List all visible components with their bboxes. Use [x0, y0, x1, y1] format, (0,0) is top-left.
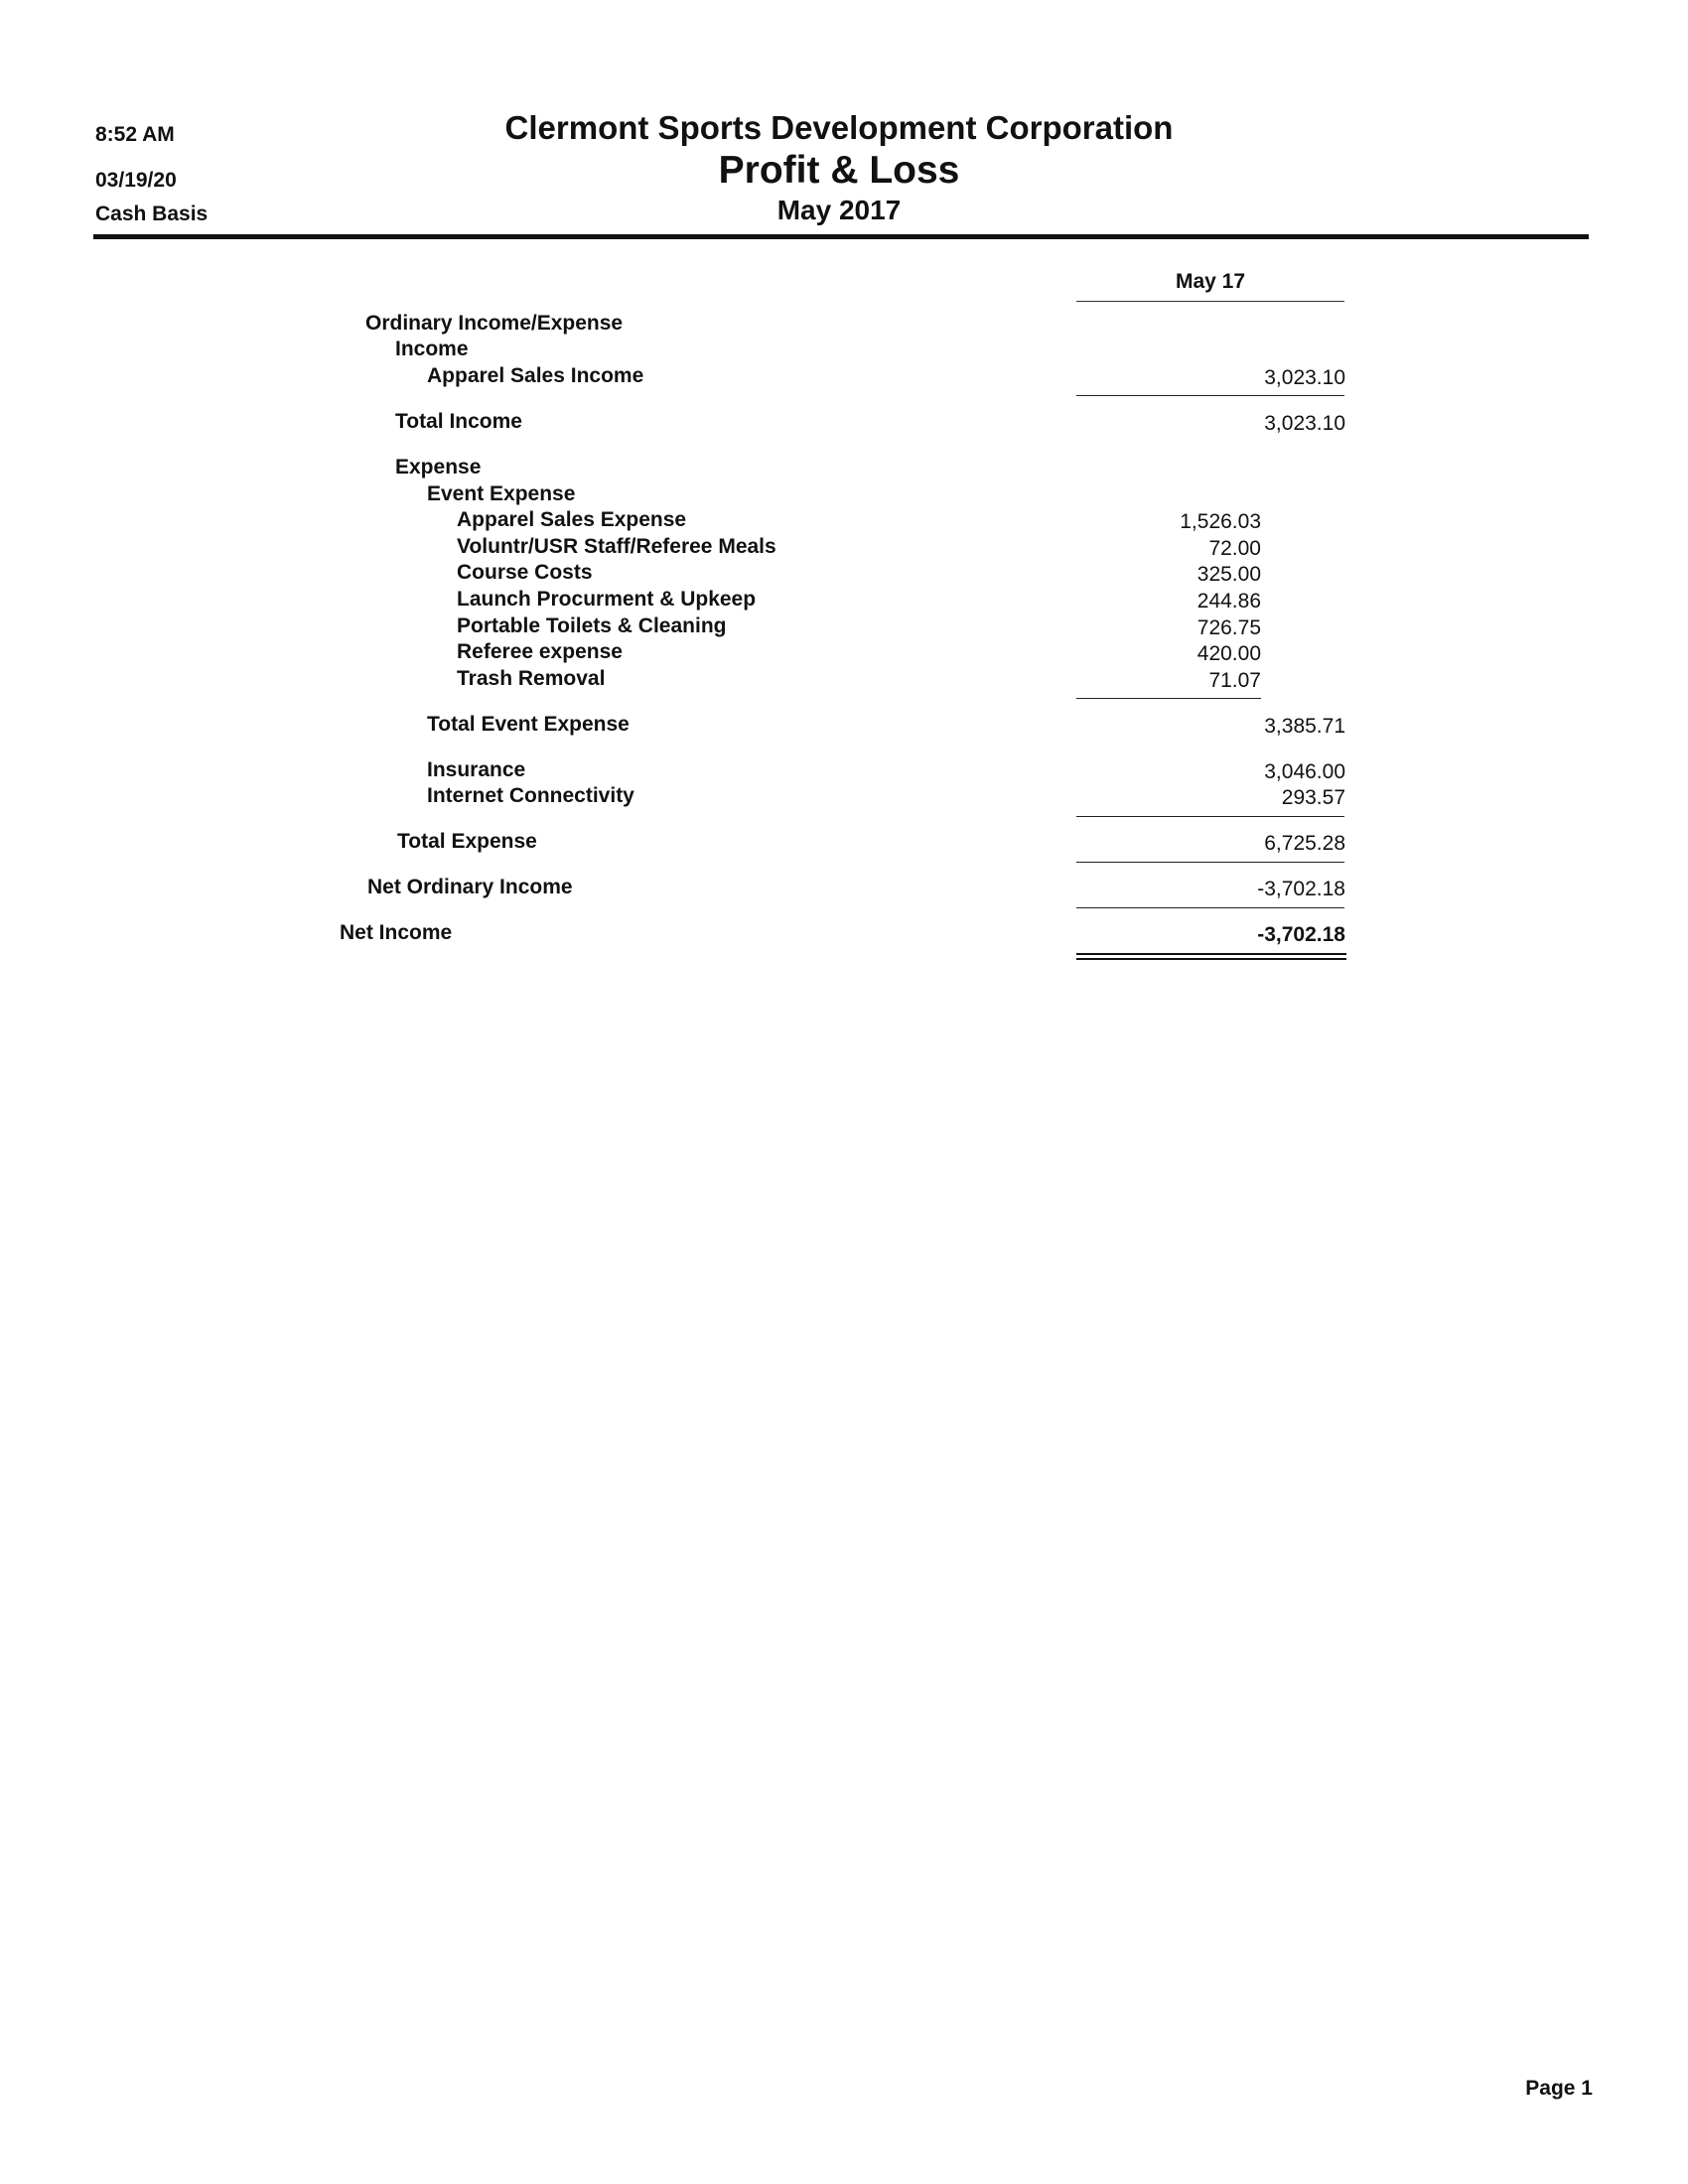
- row-label-net-ordinary: Net Ordinary Income: [367, 876, 573, 898]
- section-ordinary: Ordinary Income/Expense: [365, 312, 624, 335]
- row-value-event-item: 72.00: [1208, 537, 1261, 560]
- row-value-net-ordinary: -3,702.18: [1257, 878, 1345, 900]
- row-label-internet: Internet Connectivity: [427, 784, 634, 807]
- row-label-event-item: Trash Removal: [457, 667, 606, 690]
- header-divider: [93, 234, 1589, 239]
- report-date: 03/19/20: [95, 169, 177, 192]
- row-label-event-item: Apparel Sales Expense: [457, 508, 687, 531]
- row-value-event-item: 420.00: [1196, 642, 1261, 665]
- company-name: Clermont Sports Development Corporation: [504, 109, 1174, 146]
- row-value-total-expense: 6,725.28: [1264, 832, 1345, 855]
- row-value-event-item: 71.07: [1208, 669, 1261, 692]
- row-value-event-item: 1,526.03: [1180, 510, 1261, 533]
- section-expense: Expense: [395, 456, 482, 478]
- section-income: Income: [395, 338, 469, 360]
- row-label-event-item: Portable Toilets & Cleaning: [457, 614, 727, 637]
- row-value-total-income: 3,023.10: [1264, 412, 1345, 435]
- row-label-event-item: Launch Procurment & Upkeep: [457, 588, 757, 611]
- subtotal-rule: [1076, 698, 1261, 699]
- subtotal-rule: [1076, 907, 1344, 908]
- subtotal-rule: [1076, 816, 1344, 817]
- report-basis: Cash Basis: [95, 203, 209, 225]
- row-label-event-item: Voluntr/USR Staff/Referee Meals: [457, 535, 776, 558]
- report-time: 8:52 AM: [95, 123, 175, 146]
- row-label-total-income: Total Income: [395, 410, 522, 433]
- subtotal-rule: [1076, 862, 1344, 863]
- row-value-event-item: 244.86: [1196, 590, 1261, 613]
- row-value-insurance: 3,046.00: [1264, 760, 1345, 783]
- row-value-event-item: 726.75: [1196, 616, 1261, 639]
- row-label-apparel-income: Apparel Sales Income: [427, 364, 644, 387]
- row-value-total-event-expense: 3,385.71: [1264, 715, 1345, 738]
- grand-total-double-rule: [1076, 953, 1346, 960]
- row-value-internet: 293.57: [1281, 786, 1345, 809]
- row-value-event-item: 325.00: [1196, 563, 1261, 586]
- page-number: Page 1: [1525, 2077, 1593, 2100]
- row-value-apparel-income: 3,023.10: [1264, 366, 1345, 389]
- row-label-event-item: Referee expense: [457, 640, 623, 663]
- row-label-net-income: Net Income: [340, 921, 453, 944]
- column-header: May 17: [1175, 270, 1246, 293]
- row-label-insurance: Insurance: [427, 758, 526, 781]
- subtotal-rule: [1076, 395, 1344, 396]
- section-event-expense: Event Expense: [427, 482, 576, 505]
- report-title: Profit & Loss: [718, 149, 960, 192]
- report-period: May 2017: [776, 195, 902, 225]
- column-header-rule: [1076, 301, 1344, 302]
- row-value-net-income: -3,702.18: [1257, 923, 1345, 946]
- row-label-total-expense: Total Expense: [397, 830, 537, 853]
- row-label-total-event-expense: Total Event Expense: [427, 713, 630, 736]
- row-label-event-item: Course Costs: [457, 561, 593, 584]
